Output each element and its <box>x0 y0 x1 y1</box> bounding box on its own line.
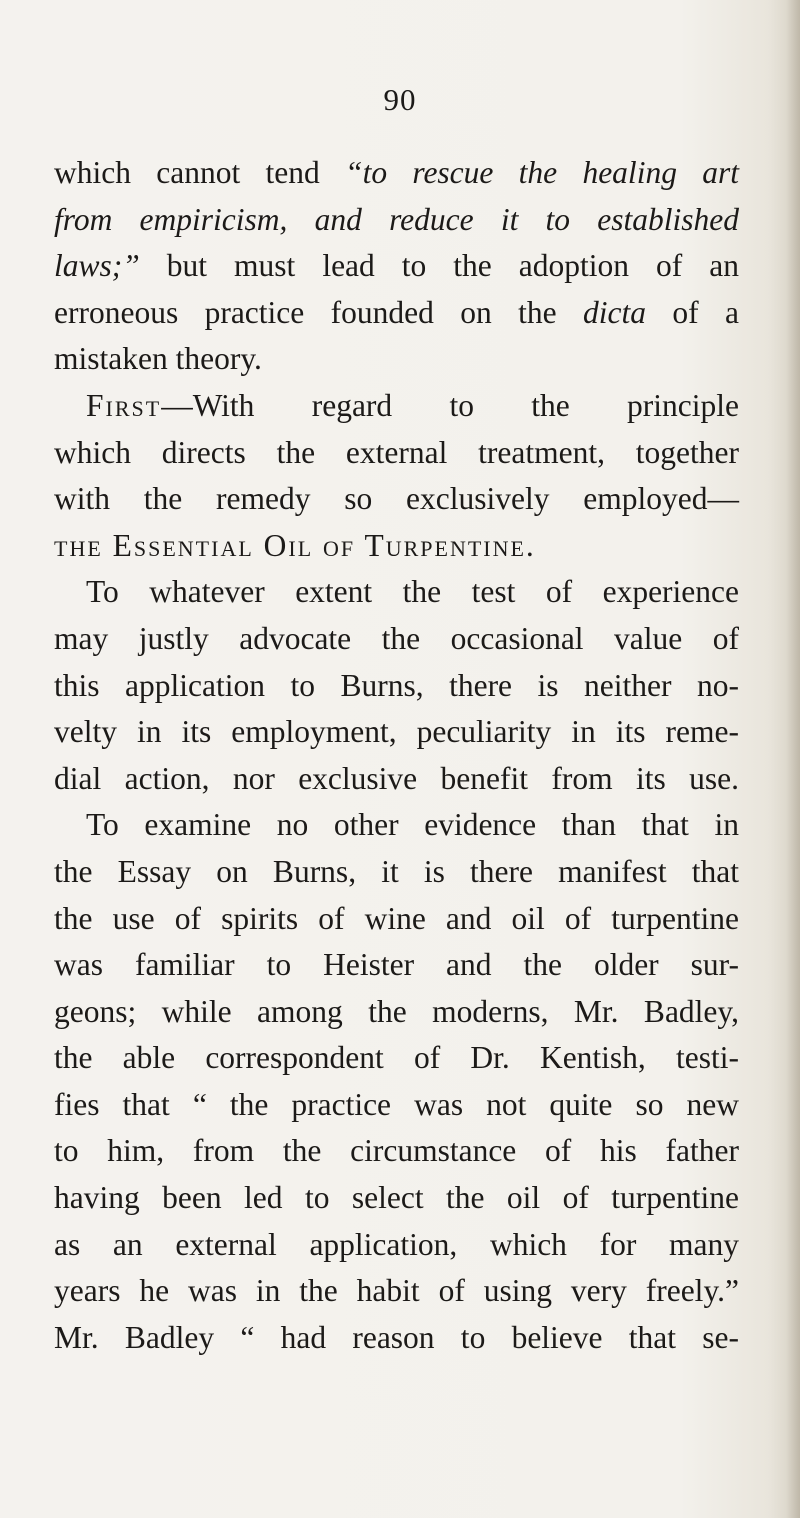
text-segment: was familiar to Heister and the older sur- <box>54 947 739 983</box>
text-line <box>54 849 739 896</box>
text-line <box>54 150 739 197</box>
text-segment: having been led to select the oil of turpentine <box>54 1180 739 1216</box>
text-line <box>54 1082 739 1129</box>
text-line <box>54 1315 739 1362</box>
text-line <box>54 756 739 803</box>
body-text <box>54 150 739 1361</box>
text-segment: which cannot tend <box>54 155 346 190</box>
text-line <box>54 523 739 570</box>
italic-text: dicta <box>583 294 646 330</box>
text-segment: velty in its employment, peculiarity in its reme- <box>54 714 739 750</box>
text-line <box>54 569 739 616</box>
text-segment: to him, from the circumstance of his father <box>54 1133 739 1169</box>
text-segment: this application to Burns, there is neither no- <box>54 667 739 703</box>
text-segment: which directs the external treatment, together <box>54 434 739 470</box>
text-segment: mistaken theory. <box>54 341 262 377</box>
text-line <box>54 336 739 383</box>
italic-text: “to rescue the healing art <box>345 155 739 190</box>
text-segment: with the remedy so exclusively employed— <box>54 481 739 517</box>
text-line <box>54 1035 739 1082</box>
text-segment: as an external application, which for many <box>54 1226 739 1262</box>
text-line <box>54 1222 739 1269</box>
text-segment: geons; while among the moderns, Mr. Badley, <box>54 993 739 1029</box>
text-segment: dial action, nor exclusive benefit from its use. <box>54 760 739 796</box>
text-line <box>54 942 739 989</box>
text-segment: To examine no other evidence than that in <box>86 807 739 843</box>
text-segment: the use of spirits of wine and oil of turpentine <box>54 900 739 936</box>
text-segment: fies that “ the practice was not quite so new <box>54 1086 739 1122</box>
italic-text: laws;” <box>54 248 140 284</box>
small-caps-text: First <box>86 387 162 423</box>
text-segment: but must lead to the adoption of an <box>139 248 739 284</box>
text-line <box>54 430 739 477</box>
text-segment: the Essay on Burns, it is there manifest that <box>54 853 739 889</box>
small-caps-text: the Essential Oil of Turpentine. <box>54 527 536 563</box>
text-segment: of a <box>646 294 739 330</box>
text-line <box>54 1128 739 1175</box>
italic-text: from empiricism, and reduce it to established <box>54 201 739 237</box>
text-line <box>54 896 739 943</box>
text-segment: years he was in the habit of using very freely.” <box>54 1273 739 1309</box>
text-line <box>54 1268 739 1315</box>
page-number: 90 <box>383 82 417 117</box>
text-line <box>54 1175 739 1222</box>
text-line <box>54 476 739 523</box>
text-segment: Mr. Badley “ had reason to believe that se- <box>54 1319 739 1355</box>
text-segment: —With regard to the principle <box>161 387 739 423</box>
text-line <box>54 243 739 290</box>
text-segment: erroneous practice founded on the <box>54 294 583 330</box>
text-line <box>54 802 739 849</box>
text-line <box>54 709 739 756</box>
text-segment: To whatever extent the test of experience <box>86 574 739 610</box>
page-edge-shadow <box>786 0 800 1518</box>
text-line <box>54 197 739 244</box>
text-segment: the able correspondent of Dr. Kentish, testi- <box>54 1040 739 1076</box>
text-line <box>54 290 739 337</box>
text-line <box>54 616 739 663</box>
text-line <box>54 383 739 430</box>
text-line <box>54 989 739 1036</box>
text-segment: may justly advocate the occasional value of <box>54 620 739 656</box>
text-line <box>54 663 739 710</box>
